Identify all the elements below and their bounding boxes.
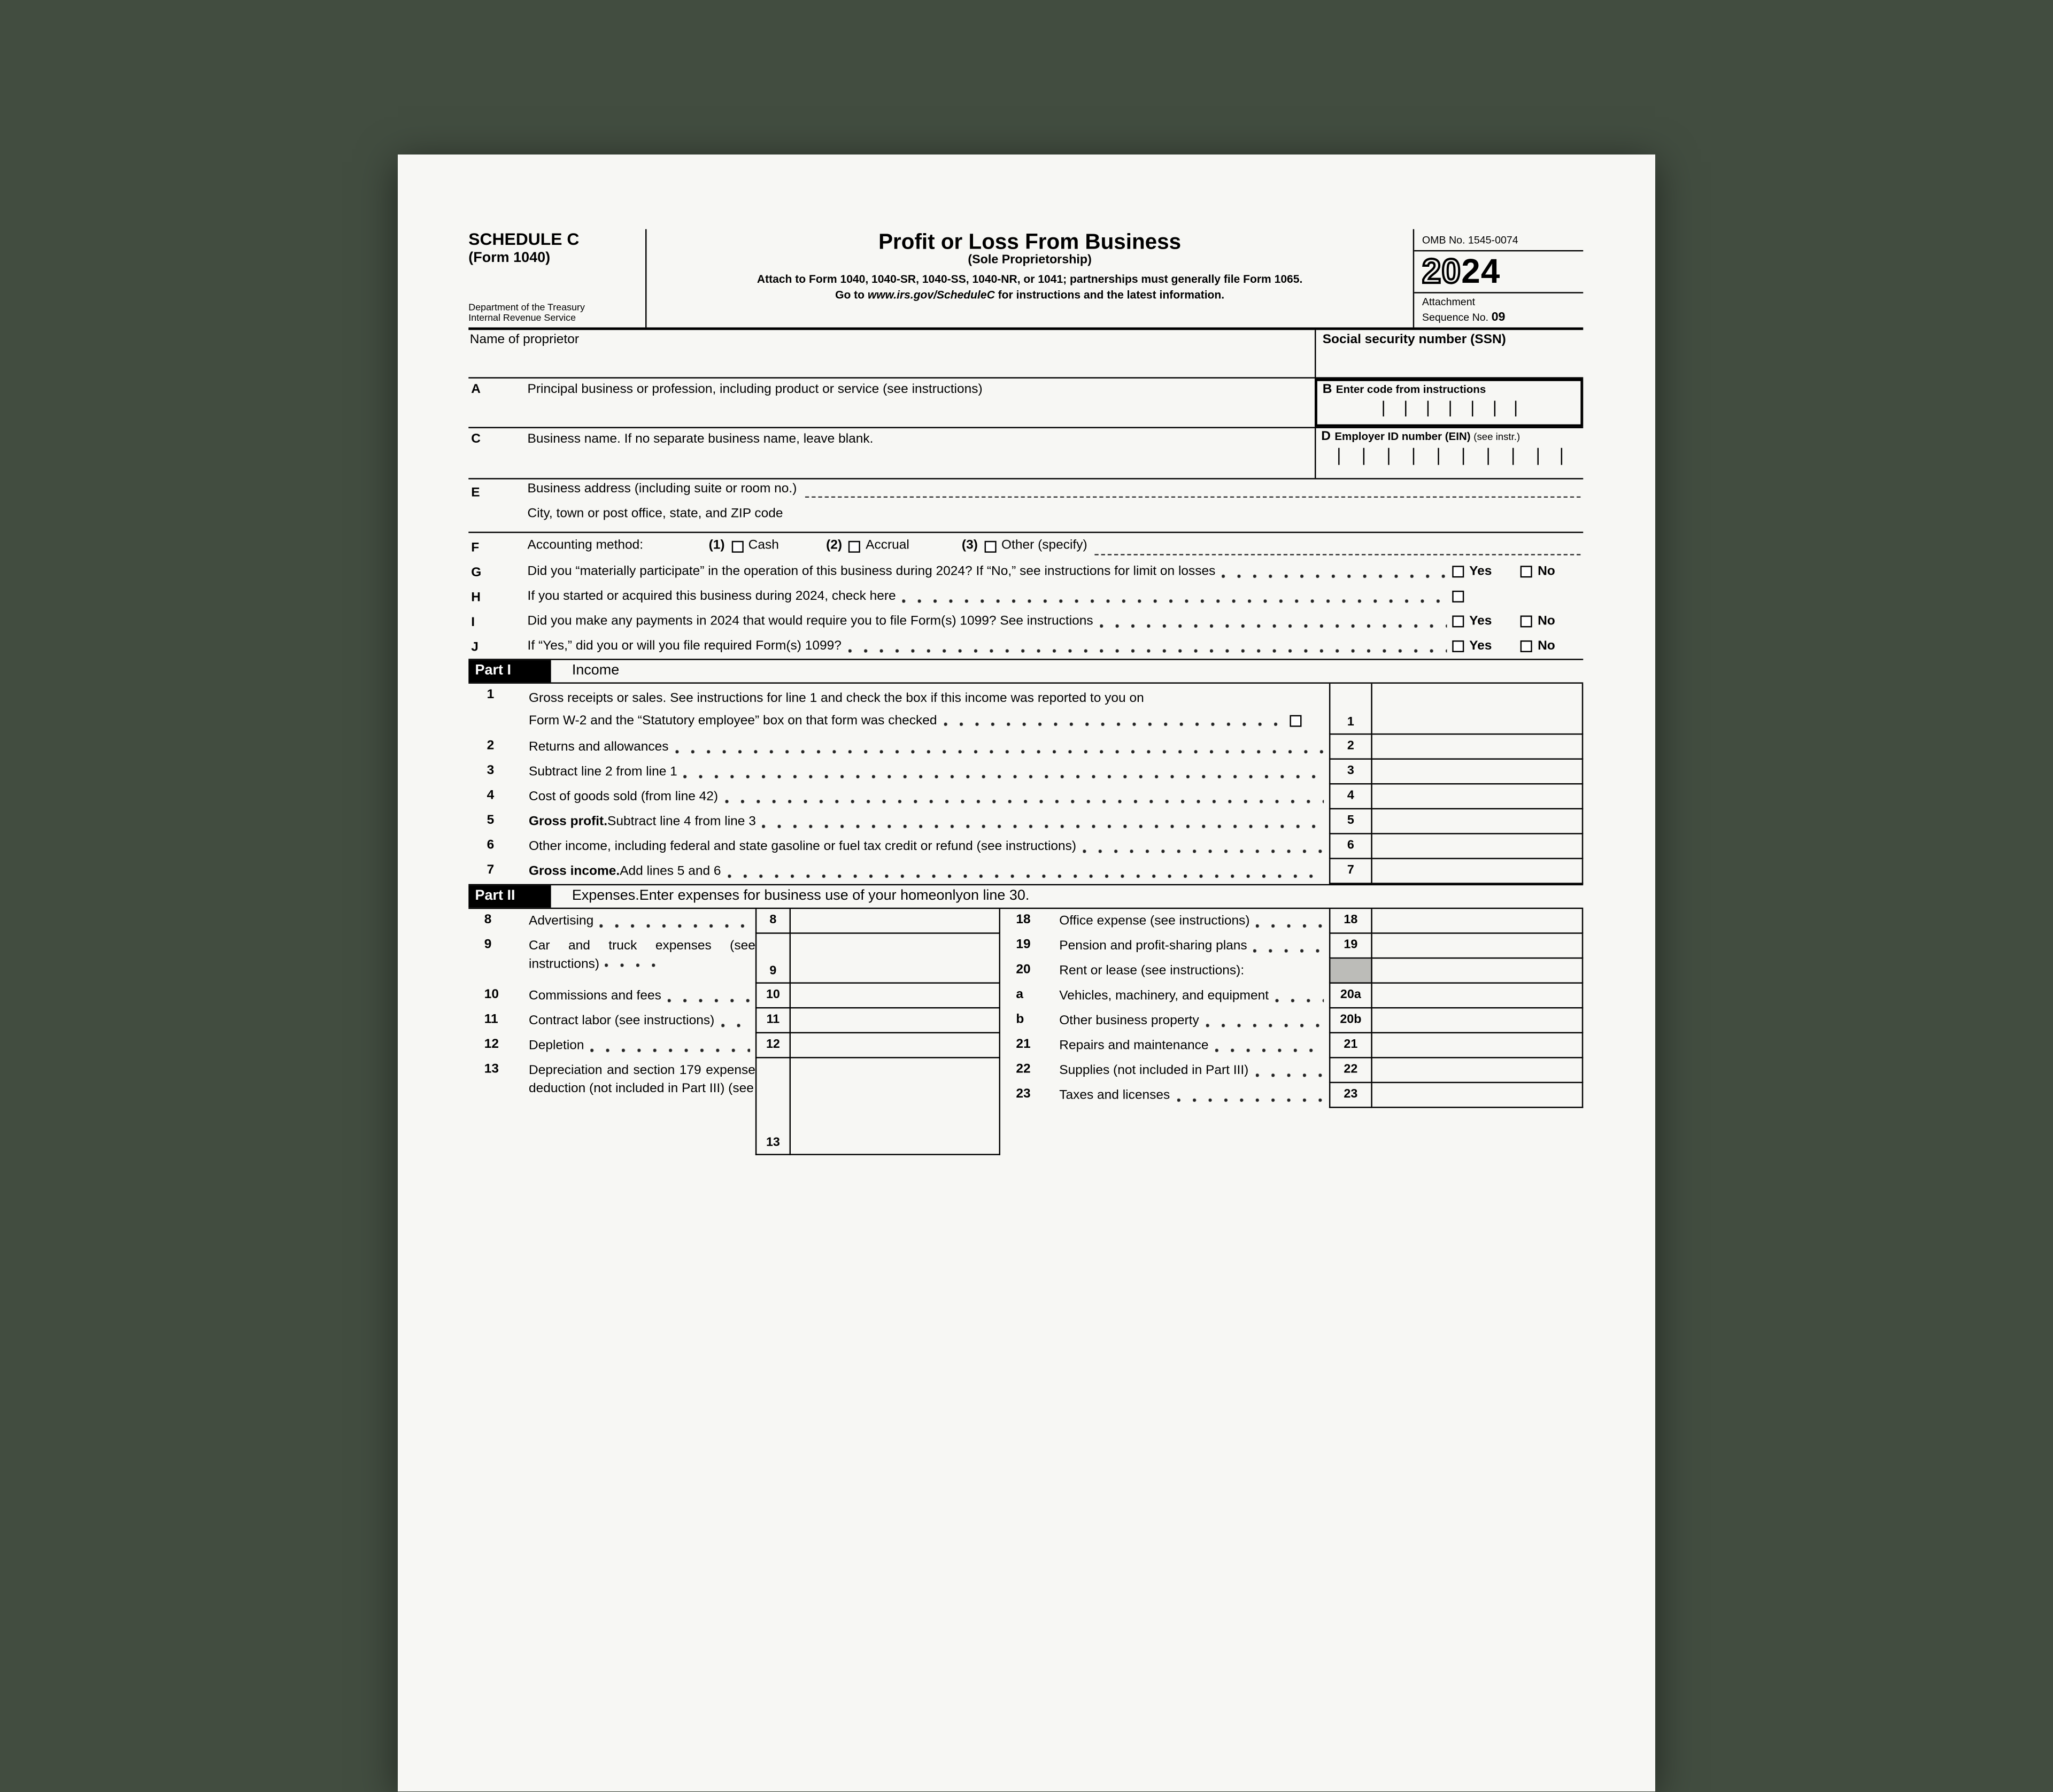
cash-checkbox[interactable] — [731, 540, 743, 552]
line-20-number-box — [1329, 959, 1372, 984]
dot-leader — [1215, 1048, 1324, 1053]
letter-a: A — [471, 382, 481, 397]
ein-label: Employer ID number (EIN) — [1334, 429, 1471, 443]
line-1-label-b: Form W-2 and the “Statutory employee” box on that form was checked — [529, 713, 937, 728]
expense-line-12 — [468, 1033, 1000, 1059]
business-code-box[interactable] — [1315, 379, 1583, 427]
income-line-1 — [468, 684, 1583, 735]
line-7-number-box: 7 — [1329, 859, 1372, 884]
other-method-checkbox[interactable] — [984, 540, 996, 552]
line-19-amount-field[interactable] — [1372, 934, 1583, 959]
line-19-number: 19 — [1016, 938, 1031, 953]
materially-participate-question: Did you “materially participate” in the operation of this business during 2024? If “No,” see instructions for limit on losses — [527, 564, 1216, 579]
part-1-badge: Part I — [468, 660, 551, 683]
letter-g: G — [471, 566, 482, 581]
expense-line-13 — [468, 1059, 1000, 1155]
expense-line-20b — [1000, 1008, 1583, 1033]
line-8-label: Advertising — [529, 914, 594, 929]
attachment-sequence: Attachment Sequence No. 09 — [1422, 296, 1506, 325]
form-header-center — [647, 229, 1415, 328]
part-2-header — [468, 884, 1583, 909]
business-code-comb[interactable] — [1323, 400, 1577, 415]
ssn-label: Social security number (SSN) — [1322, 333, 1506, 347]
schedule-c-form — [398, 155, 1655, 1792]
accounting-method-label: Accounting method: — [527, 538, 644, 553]
payments-1099-question: Did you make any payments in 2024 that would require you to file Form(s) 1099? See instructions — [527, 614, 1093, 629]
line-20a-number-box: 20a — [1329, 984, 1372, 1009]
line-13-number-box: 13 — [755, 1059, 791, 1155]
line-9-number-box: 9 — [755, 934, 791, 984]
line-10-number: 10 — [484, 987, 499, 1002]
line-23-amount-field[interactable] — [1372, 1083, 1583, 1108]
line-6-number: 6 — [487, 838, 495, 853]
dot-leader — [721, 1023, 750, 1028]
line-21-label: Repairs and maintenance — [1059, 1038, 1209, 1053]
row-j — [468, 634, 1583, 659]
dot-leader — [600, 923, 750, 929]
j-no-checkbox[interactable] — [1521, 640, 1532, 652]
i-yes-label: Yes — [1469, 614, 1492, 629]
line-4-amount-field[interactable] — [1372, 784, 1583, 809]
line-8-number-box: 8 — [755, 909, 791, 934]
line-3-label: Subtract line 2 from line 1 — [529, 764, 677, 779]
dot-leader — [902, 599, 1447, 604]
row-i — [468, 609, 1583, 634]
form-header — [468, 229, 1583, 330]
accrual-checkbox[interactable] — [848, 540, 860, 552]
line-13-label: Depreciation and section 179 expense deduction (not included in Part III) (see — [529, 1063, 755, 1096]
form-number: (Form 1040) — [468, 250, 551, 266]
row-h — [468, 584, 1583, 609]
g-yes-label: Yes — [1469, 564, 1492, 579]
tax-year-bold: 24 — [1461, 251, 1501, 291]
line-7-label-bold: Gross income. — [529, 864, 620, 879]
h-check-here-checkbox[interactable] — [1452, 591, 1464, 603]
principal-business-field[interactable] — [528, 379, 1315, 427]
line-20b-label: Other business property — [1059, 1013, 1199, 1028]
line-22-label: Supplies (not included in Part III) — [1059, 1063, 1249, 1078]
line-7-label: Add lines 5 and 6 — [620, 864, 721, 879]
line-5-number-box: 5 — [1329, 809, 1372, 835]
expenses-grid — [468, 909, 1583, 1155]
line-13-number: 13 — [484, 1062, 499, 1077]
line-20-amount-field — [1372, 959, 1583, 984]
line-10-number-box: 10 — [755, 984, 791, 1009]
statutory-employee-checkbox[interactable] — [1290, 714, 1301, 726]
form-header-left — [468, 229, 646, 328]
tax-year-outline: 20 — [1422, 251, 1462, 291]
letter-d: D — [1321, 429, 1331, 444]
income-line-3 — [468, 760, 1583, 785]
goto-instruction: Go to www.irs.gov/ScheduleC for instructions and the latest information. — [835, 288, 1225, 302]
line-2-number-box: 2 — [1329, 735, 1372, 760]
schedule-c-document-page — [398, 155, 1655, 1791]
line-10-label: Commissions and fees — [529, 988, 661, 1003]
line-2-number: 2 — [487, 738, 495, 753]
line-19-label: Pension and profit-sharing plans — [1059, 938, 1247, 953]
row-g — [468, 559, 1583, 584]
line-1-number: 1 — [487, 688, 495, 702]
line-6-number-box: 6 — [1329, 835, 1372, 860]
dot-leader — [1100, 623, 1447, 629]
line-9-amount-field[interactable] — [791, 934, 1000, 984]
dot-leader — [1222, 574, 1447, 579]
letter-c: C — [471, 432, 481, 447]
ein-note: (see instr.) — [1473, 430, 1521, 443]
business-code-label: Enter code from instructions — [1336, 382, 1486, 396]
line-20-label: Rent or lease (see instructions): — [1059, 963, 1245, 978]
expense-line-21 — [1000, 1033, 1583, 1059]
row-c — [468, 428, 1583, 480]
dot-leader — [1255, 1072, 1324, 1078]
line-3-amount-field[interactable] — [1372, 760, 1583, 785]
line-5-amount-field[interactable] — [1372, 809, 1583, 835]
line-5-label-bold: Gross profit. — [529, 814, 608, 829]
proprietor-name-field[interactable] — [468, 330, 1315, 377]
expense-line-18 — [1000, 909, 1583, 934]
income-line-5 — [468, 809, 1583, 835]
line-20b-letter: b — [1016, 1012, 1024, 1027]
income-line-2 — [468, 735, 1583, 760]
line-9-label: Car and truck expenses (see instructions) — [529, 938, 755, 972]
dot-leader — [675, 749, 1324, 754]
dot-leader — [848, 648, 1447, 654]
letter-b: B — [1322, 382, 1332, 397]
line-21-number-box: 21 — [1329, 1033, 1372, 1059]
sequence-number: 09 — [1491, 310, 1506, 325]
line-23-number-box: 23 — [1329, 1083, 1372, 1108]
income-line-4 — [468, 784, 1583, 809]
line-1-amount-field[interactable] — [1372, 684, 1583, 735]
business-address-label: Business address (including suite or room no.) — [527, 482, 797, 497]
line-1-number-box: 1 — [1329, 684, 1372, 735]
i-yes-checkbox[interactable] — [1452, 615, 1464, 627]
line-13-amount-field[interactable] — [791, 1059, 1000, 1155]
line-18-number-box: 18 — [1329, 909, 1372, 934]
dot-leader — [605, 963, 665, 968]
line-7-number: 7 — [487, 863, 495, 878]
line-12-number-box: 12 — [755, 1033, 791, 1059]
part-1-title: Income — [572, 663, 620, 679]
form-header-right — [1414, 229, 1583, 328]
expense-line-19 — [1000, 934, 1583, 959]
dot-leader — [724, 799, 1324, 804]
row-e — [468, 480, 1583, 533]
part-2-title: Expenses. Enter expenses for business use of your home only on line 30. — [572, 888, 1030, 904]
line-22-number-box: 22 — [1329, 1059, 1372, 1084]
line-22-amount-field[interactable] — [1372, 1059, 1583, 1084]
line-20a-label: Vehicles, machinery, and equipment — [1059, 988, 1269, 1003]
line-5-number: 5 — [487, 813, 495, 828]
line-22-number: 22 — [1016, 1062, 1031, 1077]
other-method-label: Other (specify) — [1001, 538, 1087, 553]
business-name-label: Business name. If no separate business name, leave blank. — [527, 432, 874, 447]
form-subtitle: (Sole Proprietorship) — [968, 253, 1092, 268]
line-10-amount-field[interactable] — [791, 984, 1000, 1009]
expense-line-9 — [468, 934, 1000, 984]
dot-leader — [684, 774, 1324, 779]
name-ssn-row — [468, 330, 1583, 379]
i-no-checkbox[interactable] — [1521, 615, 1532, 627]
accrual-label: Accrual — [866, 538, 909, 553]
i-no-label: No — [1538, 614, 1555, 629]
line-6-amount-field[interactable] — [1372, 835, 1583, 860]
letter-i: I — [471, 616, 475, 630]
line-11-number-box: 11 — [755, 1008, 791, 1033]
irs-url: www.irs.gov/ScheduleC — [867, 288, 995, 302]
agency-label: Internal Revenue Service — [468, 312, 576, 324]
letter-j: J — [471, 640, 478, 655]
income-line-7 — [468, 859, 1583, 884]
j-yes-checkbox[interactable] — [1452, 640, 1464, 652]
part-2-badge: Part II — [468, 885, 551, 908]
option-2-number: (2) — [826, 538, 843, 553]
line-23-number: 23 — [1016, 1087, 1031, 1102]
department-label: Department of the Treasury — [468, 300, 585, 313]
line-20-number: 20 — [1016, 962, 1031, 977]
schedule-name: SCHEDULE C — [468, 229, 580, 249]
city-state-zip-label: City, town or post office, state, and ZIP code — [527, 506, 783, 521]
dot-leader — [728, 874, 1324, 879]
dot-leader — [1177, 1098, 1324, 1103]
letter-f: F — [471, 540, 480, 555]
dot-leader — [1083, 849, 1324, 854]
dot-leader — [1254, 948, 1324, 954]
line-18-number: 18 — [1016, 913, 1031, 928]
dot-leader — [1256, 923, 1324, 929]
g-no-checkbox[interactable] — [1521, 566, 1532, 577]
expense-line-20 — [1000, 959, 1583, 984]
line-6-label: Other income, including federal and state gasoline or fuel tax credit or refund (see instructions) — [529, 839, 1077, 854]
business-address-write-line[interactable] — [805, 495, 1580, 497]
line-2-label: Returns and allowances — [529, 739, 669, 754]
line-12-amount-field[interactable] — [791, 1033, 1000, 1059]
j-yes-label: Yes — [1469, 638, 1492, 653]
line-7-amount-field[interactable] — [1372, 859, 1583, 884]
omb-number: OMB No. 1545-0074 — [1414, 229, 1583, 252]
line-4-number: 4 — [487, 788, 495, 803]
expense-line-11 — [468, 1008, 1000, 1033]
ssn-field[interactable] — [1315, 330, 1583, 377]
line-4-number-box: 4 — [1329, 784, 1372, 809]
dot-leader — [591, 1048, 750, 1053]
business-name-field[interactable] — [528, 428, 1315, 478]
line-20a-amount-field[interactable] — [1372, 984, 1583, 1009]
principal-business-label: Principal business or profession, including product or service (see instructions) — [527, 382, 983, 397]
j-no-label: No — [1538, 638, 1555, 653]
letter-h: H — [471, 591, 481, 606]
dot-leader — [944, 721, 1285, 727]
form-title: Profit or Loss From Business — [878, 230, 1182, 254]
ein-comb[interactable] — [1321, 447, 1579, 465]
line-11-label: Contract labor (see instructions) — [529, 1013, 715, 1028]
line-20a-letter: a — [1016, 987, 1024, 1002]
ein-box[interactable] — [1315, 428, 1583, 478]
line-23-label: Taxes and licenses — [1059, 1088, 1170, 1103]
line-20b-amount-field[interactable] — [1372, 1008, 1583, 1033]
line-20b-number-box: 20b — [1329, 1008, 1372, 1033]
line-19-number-box: 19 — [1329, 934, 1372, 959]
dot-leader — [1206, 1023, 1324, 1028]
line-1-label-a: Gross receipts or sales. See instructions for line 1 and check the box if this income was reported to you on — [529, 691, 1144, 706]
option-1-number: (1) — [708, 538, 725, 553]
row-a — [468, 379, 1583, 428]
g-no-label: No — [1538, 564, 1555, 579]
cash-label: Cash — [748, 538, 779, 553]
attach-instruction: Attach to Form 1040, 1040-SR, 1040-SS, 1040-NR, or 1041; partnerships must generally file Form 1065. — [757, 272, 1303, 286]
line-11-number: 11 — [484, 1012, 498, 1027]
line-8-amount-field[interactable] — [791, 909, 1000, 934]
line-3-number: 3 — [487, 763, 495, 778]
line-8-number: 8 — [484, 913, 492, 928]
letter-e: E — [471, 485, 480, 500]
expense-line-8 — [468, 909, 1000, 934]
line-18-amount-field[interactable] — [1372, 909, 1583, 934]
file-1099-question: If “Yes,” did you or will you file required Form(s) 1099? — [527, 638, 842, 653]
proprietor-name-label: Name of proprietor — [469, 333, 580, 347]
line-21-number: 21 — [1016, 1037, 1031, 1052]
line-4-label: Cost of goods sold (from line 42) — [529, 789, 719, 804]
line-21-amount-field[interactable] — [1372, 1033, 1583, 1059]
dot-leader — [668, 998, 750, 1003]
expense-line-10 — [468, 984, 1000, 1009]
row-f-accounting-method — [468, 533, 1583, 559]
line-5-label: Subtract line 4 from line 3 — [607, 814, 756, 829]
part-1-header — [468, 659, 1583, 684]
expenses-right-column — [1000, 909, 1583, 1108]
dot-leader — [762, 824, 1324, 829]
line-12-number: 12 — [484, 1037, 499, 1052]
dot-leader — [1275, 998, 1324, 1003]
line-3-number-box: 3 — [1329, 760, 1372, 785]
started-business-question: If you started or acquired this business during 2024, check here — [527, 589, 896, 604]
line-12-label: Depletion — [529, 1038, 584, 1053]
line-11-amount-field[interactable] — [791, 1008, 1000, 1033]
option-3-number: (3) — [961, 538, 978, 553]
income-line-6 — [468, 835, 1583, 860]
expenses-left-column — [468, 909, 1000, 1155]
expense-line-20a — [1000, 984, 1583, 1009]
other-method-write-line[interactable] — [1095, 553, 1580, 555]
line-2-amount-field[interactable] — [1372, 735, 1583, 760]
expense-line-22 — [1000, 1059, 1583, 1084]
expense-line-23 — [1000, 1083, 1583, 1108]
line-9-number: 9 — [484, 938, 492, 953]
line-18-label: Office expense (see instructions) — [1059, 914, 1250, 929]
g-yes-checkbox[interactable] — [1452, 566, 1464, 577]
tax-year — [1414, 252, 1583, 294]
